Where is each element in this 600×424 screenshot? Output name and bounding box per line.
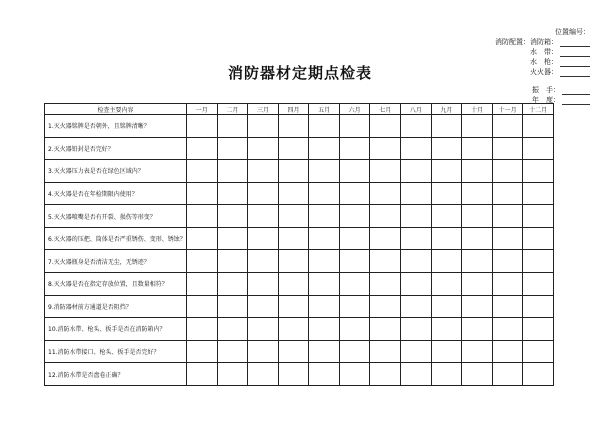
check-cell[interactable] [187,137,218,160]
info-label: 水 带： [530,48,558,56]
check-cell[interactable] [523,318,554,341]
check-cell[interactable] [309,363,340,386]
check-cell[interactable] [309,115,340,138]
check-cell[interactable] [370,205,401,228]
info-fill-line[interactable] [560,39,590,47]
check-cell[interactable] [309,273,340,296]
check-cell[interactable] [248,273,279,296]
check-item: 8.灭火器是否在指定存放位置，且数量相符？ [45,273,187,296]
check-cell[interactable] [492,295,523,318]
check-cell[interactable] [370,318,401,341]
check-cell[interactable] [462,115,493,138]
check-cell[interactable] [309,227,340,250]
check-cell[interactable] [523,340,554,363]
check-cell[interactable] [248,227,279,250]
check-cell[interactable] [278,227,309,250]
check-cell[interactable] [187,363,218,386]
check-cell[interactable] [278,273,309,296]
table-row [45,205,554,228]
check-cell[interactable] [401,318,432,341]
check-cell[interactable] [339,160,370,183]
check-cell[interactable] [370,250,401,273]
check-cell[interactable] [523,205,554,228]
info-label: 振 手： [532,86,560,94]
check-cell[interactable] [278,160,309,183]
check-cell[interactable] [492,363,523,386]
check-cell[interactable] [523,295,554,318]
check-cell[interactable] [462,160,493,183]
check-cell[interactable] [217,227,248,250]
check-cell[interactable] [523,273,554,296]
check-cell[interactable] [217,205,248,228]
table-row [45,115,554,138]
header-month: 一月 [187,104,218,115]
check-cell[interactable] [339,227,370,250]
check-cell[interactable] [401,160,432,183]
check-cell[interactable] [401,273,432,296]
check-cell[interactable] [217,273,248,296]
check-cell[interactable] [492,250,523,273]
check-cell[interactable] [278,182,309,205]
check-cell[interactable] [339,137,370,160]
table-row [45,250,554,273]
check-cell[interactable] [339,295,370,318]
check-cell[interactable] [401,182,432,205]
check-cell[interactable] [248,363,279,386]
check-cell[interactable] [492,340,523,363]
table-row [45,160,554,183]
check-cell[interactable] [248,115,279,138]
table-row [45,363,554,386]
check-cell[interactable] [462,318,493,341]
info-label: 火火器： [530,68,558,76]
check-cell[interactable] [462,340,493,363]
check-cell[interactable] [370,160,401,183]
check-cell[interactable] [401,340,432,363]
header-month: 四月 [278,104,309,115]
check-cell[interactable] [462,182,493,205]
check-cell[interactable] [431,295,462,318]
check-cell[interactable] [187,340,218,363]
check-cell[interactable] [431,250,462,273]
check-cell[interactable] [248,340,279,363]
check-item: 1.灭火器铭牌是否朝外，且铭牌清晰？ [45,115,187,138]
table-row [45,227,554,250]
check-cell[interactable] [431,363,462,386]
header-month: 十一月 [492,104,523,115]
check-cell[interactable] [370,182,401,205]
check-cell[interactable] [217,318,248,341]
check-cell[interactable] [339,318,370,341]
info-fill-line[interactable] [560,49,590,57]
header-month: 五月 [309,104,340,115]
table-row [45,318,554,341]
check-cell[interactable] [339,250,370,273]
check-cell[interactable] [370,227,401,250]
check-cell[interactable] [492,160,523,183]
check-cell[interactable] [523,137,554,160]
info-label: 消防配置：消防箱： [495,38,558,46]
check-cell[interactable] [462,363,493,386]
check-cell[interactable] [431,227,462,250]
info-fill-line[interactable] [562,97,590,105]
check-cell[interactable] [278,318,309,341]
check-cell[interactable] [431,115,462,138]
check-cell[interactable] [187,318,218,341]
check-cell[interactable] [248,182,279,205]
table-row [45,340,554,363]
check-cell[interactable] [339,363,370,386]
check-cell[interactable] [217,182,248,205]
check-cell[interactable] [248,160,279,183]
check-cell[interactable] [370,115,401,138]
check-cell[interactable] [370,295,401,318]
header-month: 二月 [217,104,248,115]
inspection-table [44,103,554,386]
header-item: 检查主要内容 [45,104,187,115]
check-cell[interactable] [523,250,554,273]
check-cell[interactable] [187,273,218,296]
check-cell[interactable] [248,205,279,228]
check-cell[interactable] [370,137,401,160]
check-item: 4.灭火器是否在年检期限内使用？ [45,182,187,205]
header-month: 八月 [401,104,432,115]
check-item: 11.消防水带接口、枪头、扳手是否完好？ [45,340,187,363]
info-label: 位置编号： [555,28,590,36]
check-cell[interactable] [523,363,554,386]
check-cell[interactable] [431,273,462,296]
table-row [45,295,554,318]
info-row [440,27,590,37]
check-item: 2.灭火器铅封是否完好？ [45,137,187,160]
header-month: 十月 [462,104,493,115]
check-item: 9.消防器材前方通道是否阻挡？ [45,295,187,318]
check-cell[interactable] [492,318,523,341]
check-item: 7.灭火器瓶身是否清洁无尘，无锈迹？ [45,250,187,273]
check-cell[interactable] [401,227,432,250]
check-cell[interactable] [217,115,248,138]
check-cell[interactable] [401,363,432,386]
header-month: 三月 [248,104,279,115]
check-cell[interactable] [523,182,554,205]
check-cell[interactable] [492,227,523,250]
header-month: 十二月 [523,104,554,115]
check-cell[interactable] [462,205,493,228]
check-item: 10.消防水带、枪头、扳手是否在消防箱内？ [45,318,187,341]
page-title: 消防器材定期点检表 [227,64,372,82]
check-cell[interactable] [431,205,462,228]
check-cell[interactable] [278,115,309,138]
check-cell[interactable] [309,295,340,318]
header-month: 七月 [370,104,401,115]
check-cell[interactable] [187,160,218,183]
check-item: 6.灭火器的压把、筒体是否严重锈伤、变形、锈蚀？ [45,227,187,250]
check-item: 3.灭火器压力表是否在绿色区域内？ [45,160,187,183]
check-cell[interactable] [217,340,248,363]
check-cell[interactable] [248,137,279,160]
info-fill-line[interactable] [562,87,590,95]
check-cell[interactable] [523,115,554,138]
check-cell[interactable] [187,182,218,205]
check-item: 12.消防水带是否盘卷正确？ [45,363,187,386]
check-cell[interactable] [401,137,432,160]
check-cell[interactable] [309,160,340,183]
info-row [440,47,590,57]
check-cell[interactable] [462,273,493,296]
check-cell[interactable] [248,250,279,273]
check-cell[interactable] [309,182,340,205]
check-cell[interactable] [370,363,401,386]
check-cell[interactable] [492,115,523,138]
check-cell[interactable] [462,137,493,160]
check-cell[interactable] [492,205,523,228]
check-item: 5.灭火器喷嘴是否有开裂、损伤等形变？ [45,205,187,228]
check-cell[interactable] [187,295,218,318]
check-cell[interactable] [278,363,309,386]
check-cell[interactable] [187,250,218,273]
check-cell[interactable] [523,160,554,183]
check-cell[interactable] [401,295,432,318]
check-cell[interactable] [339,205,370,228]
check-cell[interactable] [431,182,462,205]
check-cell[interactable] [187,227,218,250]
info-row [440,37,590,47]
check-cell[interactable] [187,205,218,228]
check-cell[interactable] [187,115,218,138]
header-month: 九月 [431,104,462,115]
check-cell[interactable] [431,160,462,183]
info-label: 水 枪： [530,58,558,66]
check-cell[interactable] [309,205,340,228]
check-cell[interactable] [492,137,523,160]
check-cell[interactable] [431,340,462,363]
check-cell[interactable] [217,137,248,160]
check-cell[interactable] [278,340,309,363]
check-cell[interactable] [217,160,248,183]
check-cell[interactable] [248,295,279,318]
header-month: 六月 [339,104,370,115]
check-cell[interactable] [278,295,309,318]
check-cell[interactable] [217,250,248,273]
check-cell[interactable] [401,205,432,228]
check-cell[interactable] [278,250,309,273]
check-cell[interactable] [309,340,340,363]
check-cell[interactable] [339,340,370,363]
check-cell[interactable] [462,250,493,273]
check-cell[interactable] [339,182,370,205]
check-cell[interactable] [462,295,493,318]
check-cell[interactable] [492,182,523,205]
check-cell[interactable] [248,318,279,341]
info-label: 年 度： [532,96,560,104]
check-cell[interactable] [339,115,370,138]
check-cell[interactable] [309,137,340,160]
check-cell[interactable] [370,340,401,363]
table-row [45,182,554,205]
check-cell[interactable] [523,227,554,250]
check-cell[interactable] [217,363,248,386]
table-row [45,137,554,160]
check-cell[interactable] [401,250,432,273]
check-cell[interactable] [309,250,340,273]
check-cell[interactable] [309,318,340,341]
check-cell[interactable] [278,205,309,228]
table-header-row [45,104,554,115]
check-cell[interactable] [339,273,370,296]
check-cell[interactable] [431,137,462,160]
check-cell[interactable] [278,137,309,160]
check-cell[interactable] [462,227,493,250]
table-row [45,273,554,296]
check-cell[interactable] [217,295,248,318]
check-cell[interactable] [431,318,462,341]
info-row [440,85,590,95]
check-cell[interactable] [401,115,432,138]
check-cell[interactable] [370,273,401,296]
check-cell[interactable] [492,273,523,296]
